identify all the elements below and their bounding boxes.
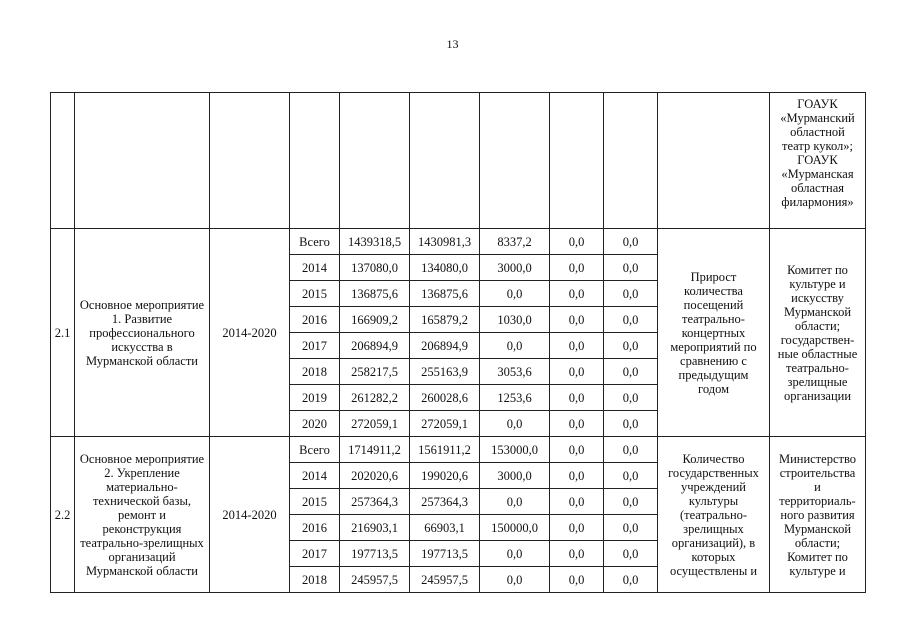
total-cell: 137080,0 <box>340 255 410 281</box>
total-cell: 166909,2 <box>340 307 410 333</box>
value-cell: 1253,6 <box>480 385 550 411</box>
value-cell: 0,0 <box>480 281 550 307</box>
measure-title: Основное мероприятие 2. Укрепление материально- технической базы, ремонт и реконструкция театрально-зрелищных организаций Мурманской области <box>75 437 210 593</box>
year-cell: 2014 <box>290 463 340 489</box>
year-cell: 2016 <box>290 307 340 333</box>
value-cell: 3000,0 <box>480 463 550 489</box>
value-cell: 0,0 <box>550 359 604 385</box>
cell-empty <box>658 93 770 229</box>
value-cell: 0,0 <box>604 333 658 359</box>
table-row <box>51 437 866 463</box>
value-cell: 0,0 <box>604 359 658 385</box>
total-cell: 245957,5 <box>340 567 410 593</box>
top-continuation-row <box>51 93 866 229</box>
total-cell: 197713,5 <box>340 541 410 567</box>
value-cell: 206894,9 <box>410 333 480 359</box>
value-cell: 272059,1 <box>410 411 480 437</box>
value-cell: 0,0 <box>480 567 550 593</box>
total-cell: 202020,6 <box>340 463 410 489</box>
total-cell: 1714911,2 <box>340 437 410 463</box>
value-cell: 150000,0 <box>480 515 550 541</box>
executor-cell: Комитет по культуре и искусству Мурманской области; государствен- ные областные театрально- зрелищные организации <box>770 229 866 437</box>
year-cell: 2014 <box>290 255 340 281</box>
year-cell: 2017 <box>290 541 340 567</box>
value-cell: 0,0 <box>550 229 604 255</box>
year-cell: 2020 <box>290 411 340 437</box>
total-cell: 206894,9 <box>340 333 410 359</box>
value-cell: 0,0 <box>604 437 658 463</box>
value-cell: 245957,5 <box>410 567 480 593</box>
total-cell: 257364,3 <box>340 489 410 515</box>
cell-empty <box>550 93 604 229</box>
cell-empty <box>604 93 658 229</box>
cell-empty <box>340 93 410 229</box>
value-cell: 255163,9 <box>410 359 480 385</box>
cell-empty <box>75 93 210 229</box>
value-cell: 3053,6 <box>480 359 550 385</box>
value-cell: 0,0 <box>604 515 658 541</box>
year-cell: 2018 <box>290 567 340 593</box>
executor-cell: Министерство строительства и территориаль- ного развития Мурманской области; Комитет по культуре и <box>770 437 866 593</box>
row-number: 2.2 <box>51 437 75 593</box>
value-cell: 260028,6 <box>410 385 480 411</box>
value-cell: 0,0 <box>550 489 604 515</box>
year-cell: Всего <box>290 229 340 255</box>
indicator-cell: Прирост количества посещений театрально- концертных мероприятий по сравнению с предыдущим годом <box>658 229 770 437</box>
value-cell: 0,0 <box>604 281 658 307</box>
value-cell: 1030,0 <box>480 307 550 333</box>
value-cell: 0,0 <box>480 333 550 359</box>
value-cell: 0,0 <box>550 437 604 463</box>
cell-empty <box>410 93 480 229</box>
value-cell: 0,0 <box>604 411 658 437</box>
value-cell: 0,0 <box>604 229 658 255</box>
period-cell: 2014-2020 <box>210 229 290 437</box>
value-cell: 0,0 <box>604 385 658 411</box>
value-cell: 0,0 <box>604 489 658 515</box>
value-cell: 134080,0 <box>410 255 480 281</box>
year-cell: 2015 <box>290 281 340 307</box>
value-cell: 0,0 <box>604 567 658 593</box>
year-cell: 2019 <box>290 385 340 411</box>
year-cell: 2018 <box>290 359 340 385</box>
total-cell: 136875,6 <box>340 281 410 307</box>
value-cell: 197713,5 <box>410 541 480 567</box>
measure-title: Основное мероприятие 1. Развитие профессионального искусства в Мурманской области <box>75 229 210 437</box>
value-cell: 0,0 <box>550 567 604 593</box>
total-cell: 261282,2 <box>340 385 410 411</box>
year-cell: 2016 <box>290 515 340 541</box>
value-cell: 3000,0 <box>480 255 550 281</box>
value-cell: 0,0 <box>550 255 604 281</box>
cell-empty <box>51 93 75 229</box>
value-cell: 257364,3 <box>410 489 480 515</box>
value-cell: 1561911,2 <box>410 437 480 463</box>
program-table <box>50 92 866 593</box>
executor-cell: ГОАУК «Мурманский областной театр кукол»; ГОАУК «Мурманская областная филармония» <box>770 93 866 229</box>
value-cell: 0,0 <box>480 489 550 515</box>
value-cell: 0,0 <box>550 281 604 307</box>
value-cell: 136875,6 <box>410 281 480 307</box>
period-cell: 2014-2020 <box>210 437 290 593</box>
value-cell: 8337,2 <box>480 229 550 255</box>
year-cell: 2015 <box>290 489 340 515</box>
value-cell: 1430981,3 <box>410 229 480 255</box>
value-cell: 0,0 <box>604 255 658 281</box>
page-number: 13 <box>446 37 459 51</box>
cell-empty <box>480 93 550 229</box>
total-cell: 272059,1 <box>340 411 410 437</box>
total-cell: 1439318,5 <box>340 229 410 255</box>
value-cell: 0,0 <box>550 541 604 567</box>
year-cell: 2017 <box>290 333 340 359</box>
cell-empty <box>210 93 290 229</box>
value-cell: 66903,1 <box>410 515 480 541</box>
value-cell: 0,0 <box>550 307 604 333</box>
value-cell: 0,0 <box>550 515 604 541</box>
value-cell: 0,0 <box>604 541 658 567</box>
value-cell: 0,0 <box>604 463 658 489</box>
value-cell: 0,0 <box>550 333 604 359</box>
value-cell: 199020,6 <box>410 463 480 489</box>
value-cell: 0,0 <box>550 411 604 437</box>
total-cell: 258217,5 <box>340 359 410 385</box>
table-row <box>51 229 866 255</box>
row-number: 2.1 <box>51 229 75 437</box>
value-cell: 0,0 <box>604 307 658 333</box>
value-cell: 0,0 <box>480 411 550 437</box>
value-cell: 0,0 <box>550 463 604 489</box>
cell-empty <box>290 93 340 229</box>
total-cell: 216903,1 <box>340 515 410 541</box>
value-cell: 153000,0 <box>480 437 550 463</box>
indicator-cell: Количество государственных учреждений культуры (театрально- зрелищных организаций), в которых осуществлены и <box>658 437 770 593</box>
year-cell: Всего <box>290 437 340 463</box>
value-cell: 0,0 <box>550 385 604 411</box>
value-cell: 0,0 <box>480 541 550 567</box>
value-cell: 165879,2 <box>410 307 480 333</box>
